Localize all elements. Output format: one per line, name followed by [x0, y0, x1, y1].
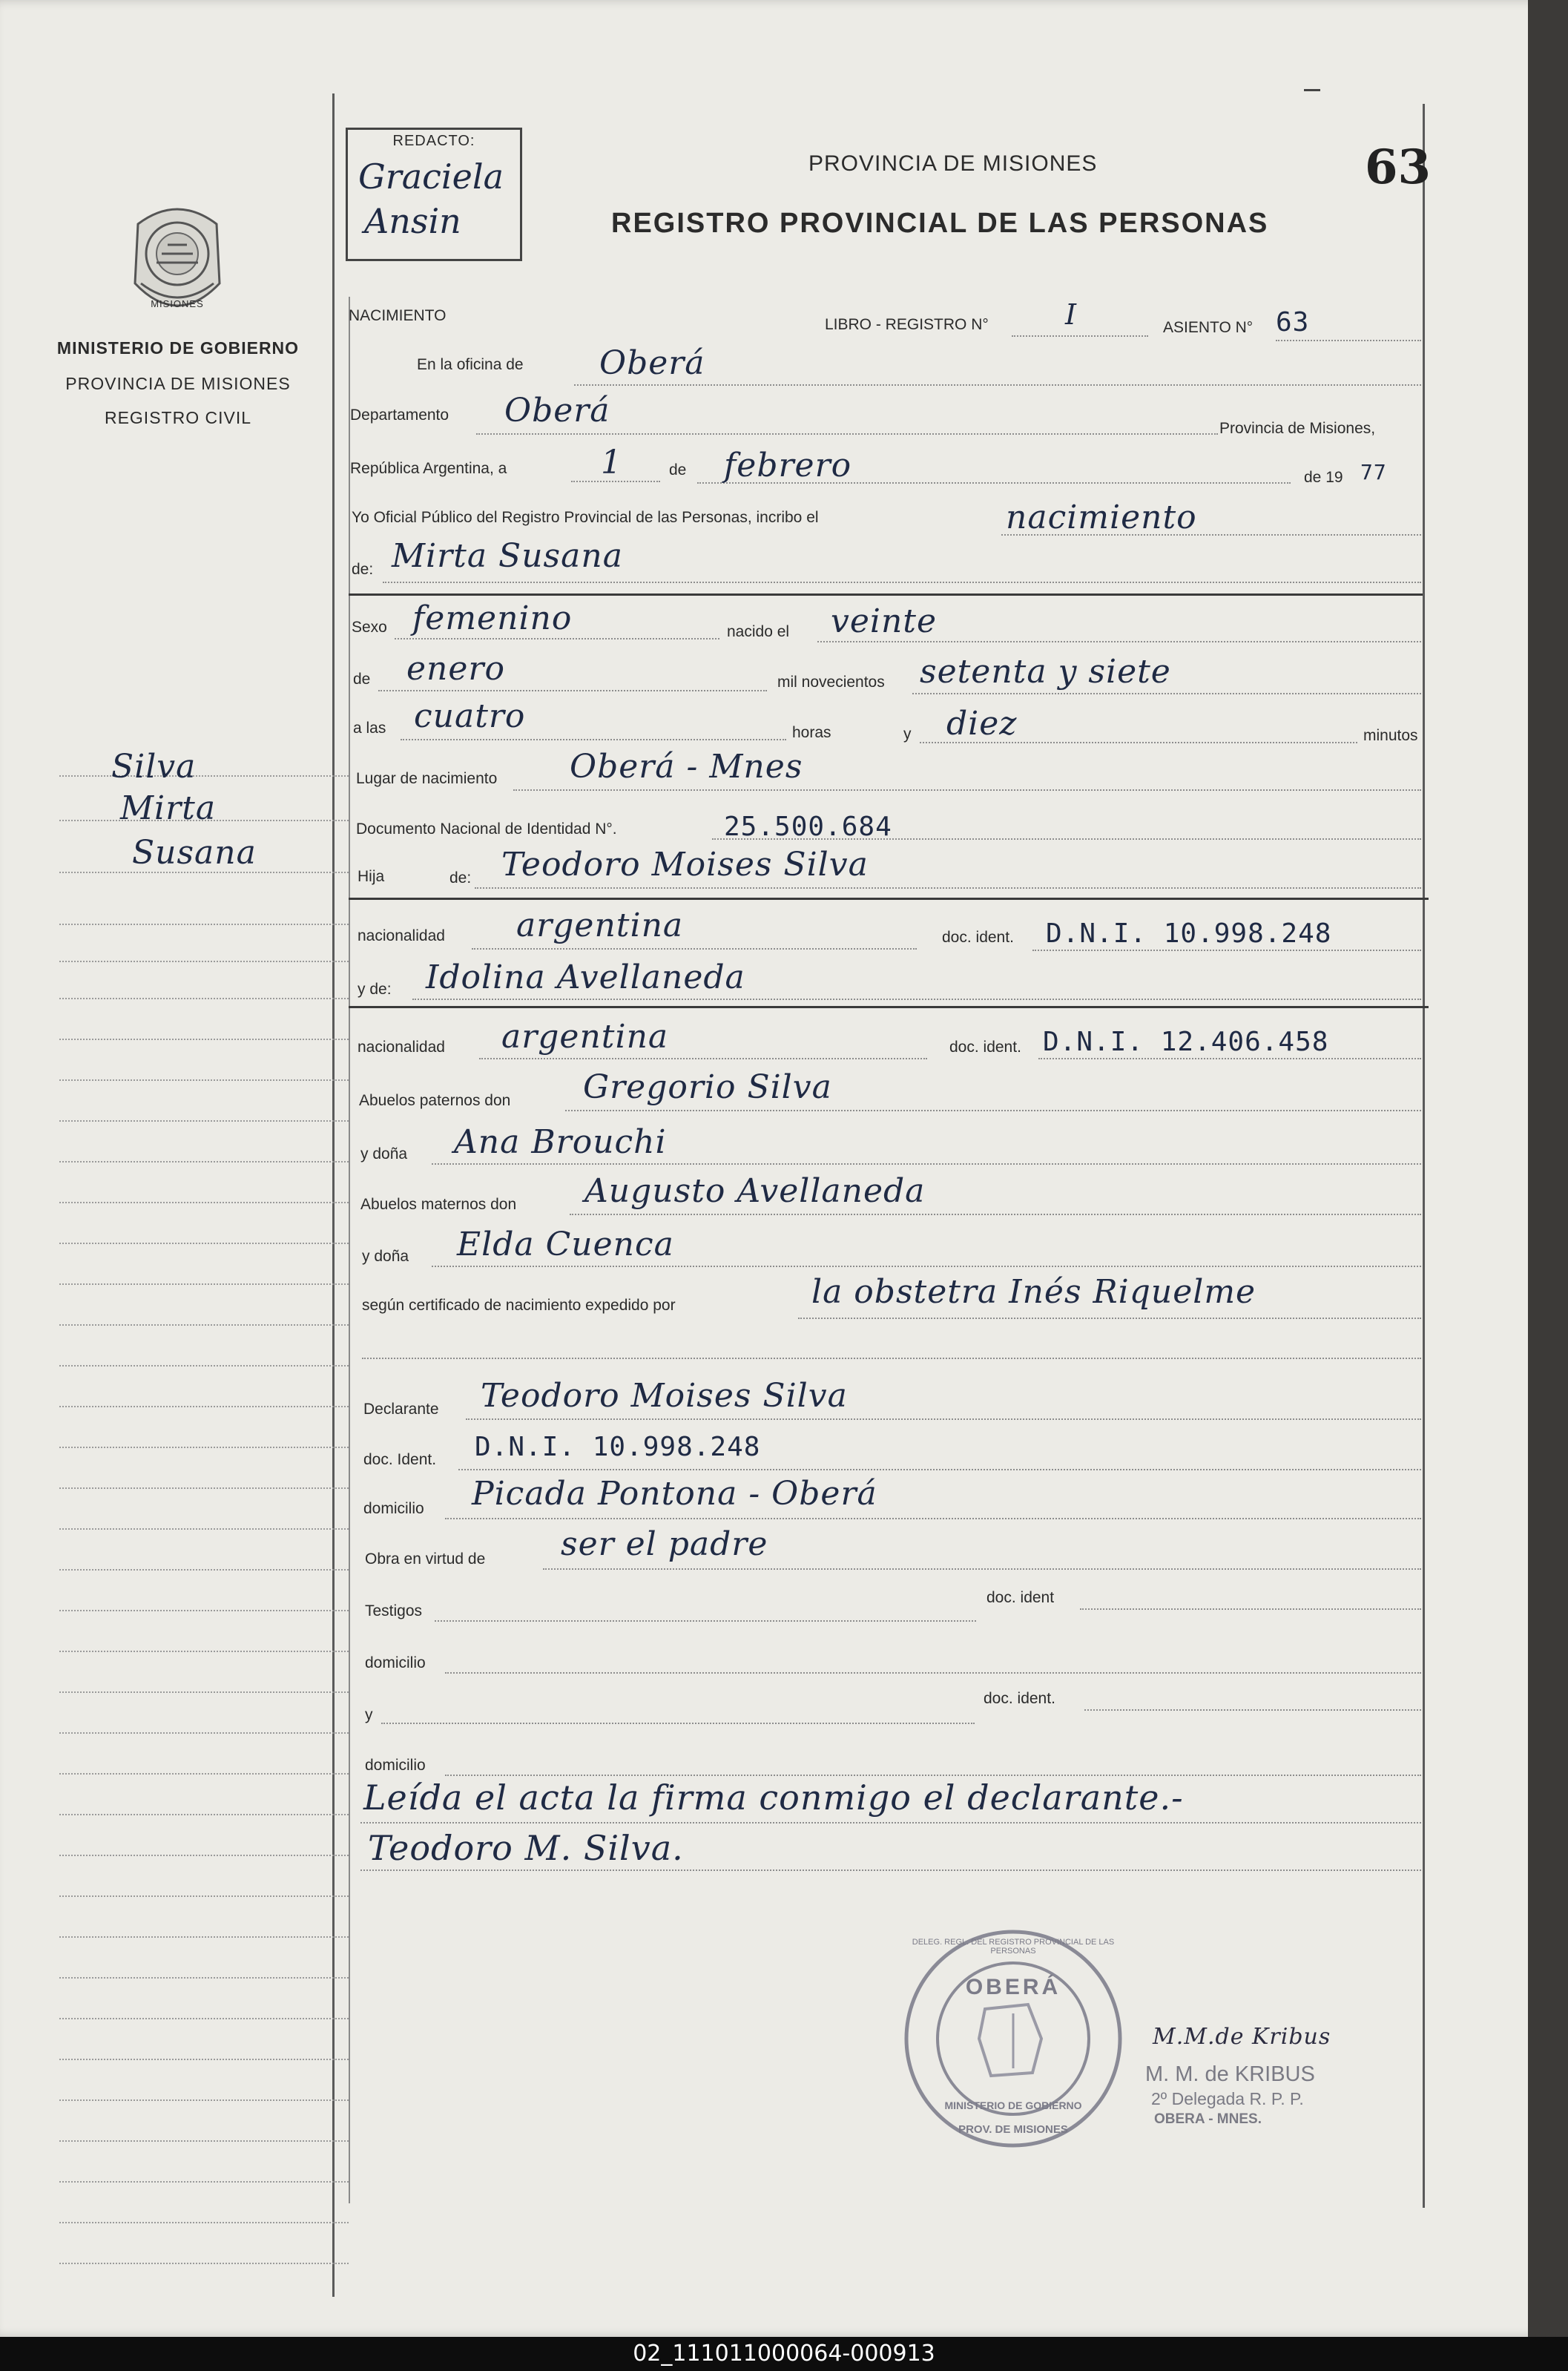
left-body-rule [349, 297, 350, 2203]
scan-footer-id: 02_111011000064-000913 [633, 2341, 935, 2367]
nacionalidad-madre-label: nacionalidad [358, 1039, 445, 1056]
persona-label: de: [352, 561, 374, 578]
oficina-label: En la oficina de [417, 356, 524, 373]
a-las-label: a las [353, 720, 386, 737]
redacto-box [346, 128, 522, 261]
registrar-place: OBERA - MNES. [1154, 2111, 1262, 2127]
declarante-label: Declarante [363, 1401, 439, 1418]
horas-label: horas [792, 724, 831, 741]
province-heading: PROVINCIA DE MISIONES [808, 151, 1098, 176]
official-stamp [902, 1927, 1124, 2150]
closing-statement: Leída el acta la firma conmigo el declarante.- [363, 1778, 1184, 1818]
minutos-value: diez [946, 705, 1018, 743]
registrar-name: M. M. de KRIBUS [1145, 2062, 1315, 2086]
margin-note-name2: Susana [132, 834, 257, 872]
registrar-signature-scrawl: M.M.de Kribus [1153, 2024, 1331, 2050]
corner-tick-mark [1304, 89, 1320, 91]
doc-declarante-value: D.N.I. 10.998.248 [475, 1432, 761, 1462]
obra-label: Obra en virtud de [365, 1550, 486, 1568]
abuelo-materno-value: Augusto Avellaneda [584, 1172, 926, 1210]
mes-value: febrero [724, 447, 852, 484]
hora-y-label: y [903, 726, 912, 743]
margin-note-name1: Mirta [120, 789, 217, 827]
anio-nacimiento-value: setenta y siete [920, 653, 1171, 691]
obra-value: ser el padre [561, 1525, 768, 1563]
doc-testigo1-label: doc. ident [986, 1589, 1055, 1606]
nacido-label: nacido el [727, 623, 790, 640]
testigo2-y-label: y [365, 1706, 373, 1723]
doc-madre-value: D.N.I. 12.406.458 [1043, 1027, 1329, 1057]
record-type: NACIMIENTO [349, 307, 447, 324]
ministry-seal [123, 194, 231, 326]
margin-note-surname: Silva [111, 748, 197, 786]
declarant-signature: Teodoro M. Silva. [368, 1828, 684, 1868]
provincia-label: Provincia de Misiones, [1219, 420, 1376, 437]
asiento-value: 63 [1276, 307, 1310, 338]
anio-label: de 19 [1304, 469, 1343, 486]
oficial-text: Yo Oficial Público del Registro Provincial de las Personas, incribo el [352, 509, 819, 526]
redacto-label: REDACTO: [392, 133, 475, 149]
domicilio-testigo2-label: domicilio [365, 1757, 426, 1774]
oficina-value: Oberá [599, 344, 705, 382]
libro-value: I [1065, 298, 1078, 331]
domicilio-label: domicilio [363, 1500, 424, 1517]
lugar-label: Lugar de nacimiento [356, 770, 498, 787]
redacto-name-line2: Ansin [364, 201, 461, 241]
madre-value: Idolina Avellaneda [426, 958, 745, 996]
nacionalidad-padre-value: argentina [516, 907, 684, 944]
libro-label: LIBRO - REGISTRO N° [825, 316, 989, 333]
dia-nacimiento-value: veinte [831, 602, 938, 640]
stamp-inner-text: MINISTERIO DE GOBIERNO [944, 2099, 1082, 2111]
dni-value: 25.500.684 [724, 812, 892, 842]
persona-value: Mirta Susana [392, 537, 623, 575]
book-edge [1528, 0, 1568, 2337]
republica-label: República Argentina, a [350, 460, 507, 477]
republica-de-label: de [669, 461, 687, 479]
hija-label: Hija [358, 868, 385, 885]
hora-value: cuatro [414, 697, 526, 735]
ministry-registry: REGISTRO CIVIL [104, 408, 252, 427]
abuelo-paterno-value: Gregorio Silva [583, 1068, 832, 1106]
ministry-name: MINISTERIO DE GOBIERNO [56, 338, 300, 358]
certificado-label: según certificado de nacimiento expedido por [362, 1297, 676, 1314]
acto-value: nacimiento [1006, 499, 1197, 536]
abuelos-paternos-label: Abuelos paternos don [359, 1092, 511, 1109]
doc-madre-label: doc. ident. [949, 1039, 1021, 1056]
mes-nac-de-label: de [353, 671, 371, 688]
abuela-materna-label: y doña [362, 1248, 409, 1265]
mil-novecientos-label: mil novecientos [777, 674, 885, 691]
dni-label: Documento Nacional de Identidad N°. [356, 821, 617, 838]
mes-nacimiento-value: enero [406, 650, 505, 688]
certificado-value: la obstetra Inés Riquelme [811, 1273, 1256, 1311]
departamento-value: Oberá [504, 392, 610, 430]
sexo-value: femenino [412, 599, 573, 637]
doc-declarante-label: doc. Ident. [363, 1451, 437, 1468]
padre-value: Teodoro Moises Silva [501, 846, 869, 884]
page-number: 63 [1365, 139, 1432, 195]
nacionalidad-madre-value: argentina [501, 1018, 669, 1056]
padre-de-label: de: [449, 869, 472, 887]
departamento-label: Departamento [350, 407, 449, 424]
domicilio-value: Picada Pontona - Oberá [472, 1475, 877, 1513]
doc-padre-value: D.N.I. 10.998.248 [1046, 918, 1332, 949]
abuelos-maternos-label: Abuelos maternos don [360, 1196, 517, 1213]
abuela-materna-value: Elda Cuenca [457, 1226, 674, 1263]
redacto-name-line1: Graciela [358, 157, 504, 197]
testigos-label: Testigos [365, 1602, 423, 1619]
registry-title: REGISTRO PROVINCIAL DE LAS PERSONAS [611, 208, 1269, 239]
ministry-seal-text: MISIONES [151, 298, 204, 309]
stamp-bottom-text: PROV. DE MISIONES [958, 2123, 1068, 2136]
sexo-label: Sexo [352, 619, 387, 636]
anio-value: 77 [1360, 460, 1387, 484]
doc-padre-label: doc. ident. [942, 929, 1014, 946]
stamp-ring-text: DELEG. REGL. DEL REGISTRO PROVINCIAL DE LAS PERSONAS [912, 1938, 1115, 1956]
nacionalidad-padre-label: nacionalidad [358, 927, 445, 944]
abuela-paterna-value: Ana Brouchi [454, 1123, 667, 1161]
asiento-label: ASIENTO N° [1163, 319, 1254, 336]
madre-label: y de: [358, 981, 392, 998]
dia-value: 1 [601, 444, 622, 481]
domicilio-testigo1-label: domicilio [365, 1654, 426, 1671]
abuela-paterna-label: y doña [360, 1145, 408, 1163]
doc-testigo2-label: doc. ident. [984, 1690, 1055, 1707]
stamp-top-text: OBERÁ [965, 1975, 1061, 1999]
minutos-label: minutos [1363, 727, 1418, 744]
lugar-value: Oberá - Mnes [570, 748, 803, 786]
right-margin-rule [1423, 104, 1425, 2208]
registrar-role: 2º Delegada R. P. P. [1151, 2089, 1304, 2108]
declarante-value: Teodoro Moises Silva [481, 1377, 848, 1415]
left-margin-rule [332, 93, 335, 2297]
ministry-province: PROVINCIA DE MISIONES [65, 374, 291, 393]
